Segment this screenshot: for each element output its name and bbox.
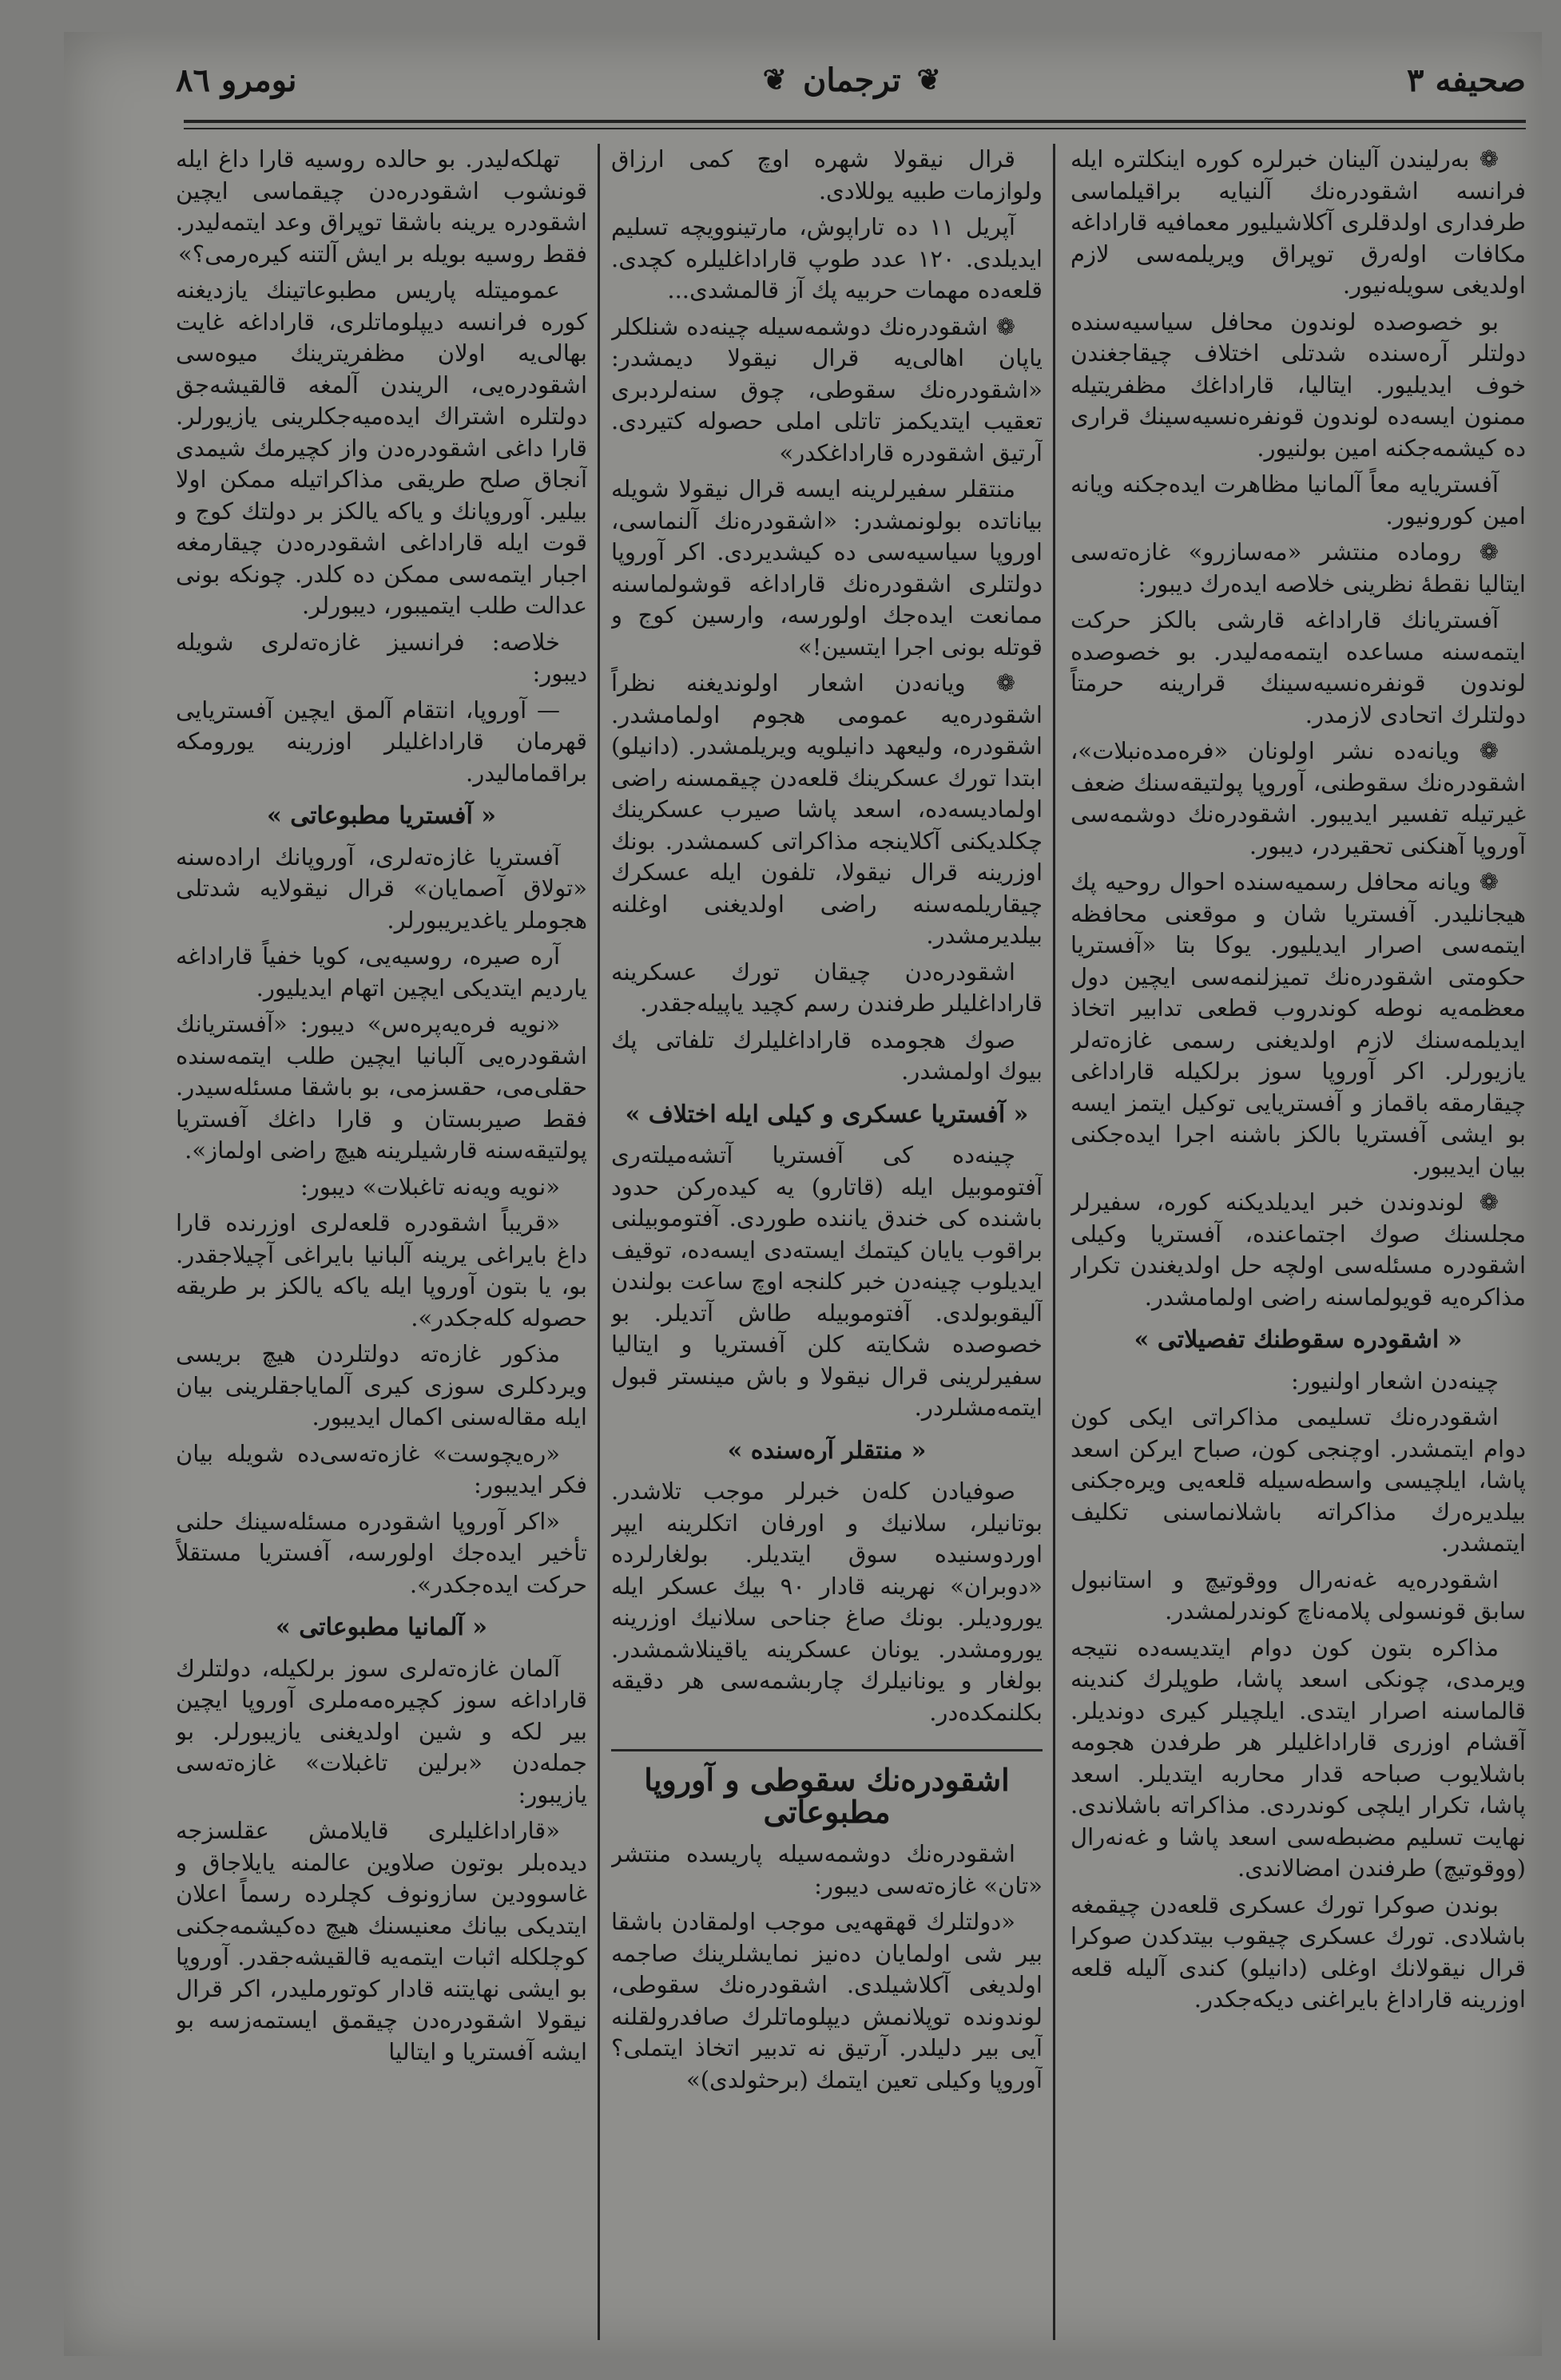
paragraph: مذاکره بتون کون دوام ایتدیسه‌ده نتیجه ویرمدی، چونکی اسعد پاشا، طوپلرك کندینه قالماسنه اصرار ایتدی. ایلچیلر کیری دوندیلر. آقشام اوزری قاراداغلیلر هر طرفدن هجومه باشلایوب صباحه قدار محاربه ایتدیلر. اسعد پاشا، تکرار ایلچی کوندردی. مذاکراته باشلاندی. نهایت تسلیم مضبطەسی اسعد پاشا و غەنەرال (ووقوتیچ) طرفندن امضالاندی. xyxy=(1070,1633,1526,1882)
paragraph: خلاصه: فرانسیز غازەتەلری شویله دیبور: xyxy=(176,628,587,687)
paragraph: آفستریانك قاراداغه قارشی بالکز حرکت ایتمەسنه مساعده ایتمەمەلیدر. بو خصوصده لوندون قونفرەنسیەسینك قرارینه حرمتاً دولتلرك اتحادی لازمدر. xyxy=(1070,606,1526,728)
paragraph: «ره‌یچوست» غازەتەسی‌ده شویله بیان فکر ایدیبور: xyxy=(176,1439,587,1498)
paragraph: ❁ ویانه محافل رسمیەسنده احوال روحیه پك هیجانلیدر. آفستریا شان و موقعنی محافظه ایتمەسی اصرار ایدیلیور. یوکا بتا «آفستریا حکومتی اشقودرەنك تمیزلنمەسی ایچین دول معظمەیه نوطه کوندروب قطعی تدابیر اتخاذ ایدیلمەسنك لازم اولدیغنی رسمی غازەتەلر یازیورلر. اکر آوروپا سوز برلکیله قاراداغی چیقارمقه باقماز و آفستریایی توکیل ایتمز ایسه بو ایشی آفستریا بالکز باشنه اجرا ایده‌جکنی بیان ایدیبور. xyxy=(1070,868,1526,1180)
paragraph: اشقودرەیه غەنەرال ووقوتیچ و استانبول سابق قونسولی پلامەناچ کوندرلمشدر. xyxy=(1070,1565,1526,1624)
paragraph: ❁ ویانەدن اشعار اولوندیغنه نظراً اشقودرەیه عمومی هجوم اولمامشدر. اشقودرە، ولیعهد دانیلویه ویریلمشدر. (دانیلو) ابتدا تورك عسکرینك قلعەدن چیقمسنه راضی اولمادیسەدە، اسعد پاشا صیرب عسکرینك چکلدیکنی آکلاینجه مذاکراتی کسمشدر. بونك اوزرینه قرال نیقولا، تلفون ایله عسکرك چیقاریلمەسنه راضی اولدیغنی اوغلنه بیلدیرمشدر. xyxy=(611,669,1043,949)
paragraph: چینەدن اشعار اولنیور: xyxy=(1291,1367,1499,1394)
paragraph: «اکر آوروپا اشقودره مسئلەسینك حلنی تأخیر ایده‌جك اولورسه، آفستریا مستقلاً حرکت ایده‌جکدر». xyxy=(176,1507,587,1598)
newspaper-title: ترجمان xyxy=(802,61,901,99)
column-right xyxy=(1070,144,1526,2348)
paragraph: بو خصوصده لوندون محافل سیاسیەسنده دولتلر آرەسنده شدتلی اختلاف چیقاجغندن خوف ایدیلیور. ایتالیا، قاراداغك مظفریتیله ممنون ایسه‌ده لوندون قونفرەنسیەسینك قراری ده کیشمه‌جکنه امین بولنیور. xyxy=(1070,307,1526,462)
paragraph: «نویه ویەنه تاغبلات» دیبور: xyxy=(300,1172,560,1200)
ornament-icon: ❦ xyxy=(762,63,787,97)
paragraph: آپریل ۱۱ ده تاراپوش، مارتینوویچه تسلیم ایدیلدی. ۱۲۰ عدد طوپ قاراداغلیلره کچدی. قلعەدە مهمات حربیه پك آز قالمشدی... xyxy=(611,213,1043,303)
paragraph: چینەدە کی آفستریا آتشەمیلتەری آفتوموبیل ایله (قاتارو) یه کیدەرکن حدود باشنده کی خندق یاننده طوردی. آفتوموبیلنی براقوب یایان کیتمك ایستەدی ایسەده، توقیف ایدیلوب چینەدن خبر کلنجه اوچ ساعت بولندن آلیقوبولدی. آفتوموبیله طاش آتدیلر. بو خصوصده شکایته کلن آفستریا و ایتالیا سفیرلرینی قرال نیقولا و باش مینستر قبول ایتمەمشلردر. xyxy=(611,1141,1043,1421)
header-rule xyxy=(184,120,1526,123)
paragraph: بوندن صوکرا تورك عسکری قلعەدن چیقمغه باشلادی. تورك عسکری چیقوب بیتدکدن صوکرا قرال نیقولانك اوغلی (دانیلو) کندی آلیله قلعه اوزرینه قاراداغ بایراغنی دیکه‌جکدر. xyxy=(1070,1890,1526,2013)
paragraph: اشقودرەنك دوشمەسیله پاریسدە منتشر «تان» غازەتەسی دیبور: xyxy=(611,1840,1043,1899)
paragraph: ❁ اشقودرەنك دوشمەسیله چینەدە شنلکلر یاپان اهالی‌یه قرال نیقولا دیمشدر: «اشقودرەنك سقوطی، چوق سنەلردبری تعقیب ایتدیکمز تاتلی املی حصوله کتیردی. آرتیق اشقودره قاراداغکدر» xyxy=(611,312,1043,466)
paragraph: اشقودرەنك تسلیمی مذاکراتی ایکی کون دوام ایتمشدر. اوچنجی کون، صباح ایرکن اسعد پاشا، ایلچیسی واسطەسیله قلعەیی ویرەجکنی بیلدیرەرك مذاکراته باشلانماسنی تکلیف ایتمشدر. xyxy=(1070,1403,1526,1557)
section-title: « آفستریا عسکری و کیلی ایله اختلاف » xyxy=(625,1100,1029,1129)
section-title: « منتقلر آرەسنده » xyxy=(727,1436,927,1465)
ornament-icon: ❦ xyxy=(916,63,941,97)
paragraph: عمومیتله پاریس مطبوعاتینك یازدیغنه کوره فرانسه دیپلوماتلری، قاراداغه غایت بهالی‌یه اولان مظفریترینك میوەسی اشقودرەیی، الریندن آلمغه قالقیشەجق دولتلره اشتراك ایدەمیەجکلرینی یازیورلر. قارا داغی اشقودرەدن واز کچیرمك شیمدی آنجاق صلح طریقی مذاکراتیله ممکن اولا بیلیر. آوروپانك و یاکه یالکز بر دولتك کوج و قوت ایله قاراداغی اشقودرەدن چیقارمغه اجبار ایتمەسی ممکن ده کلدر. چونکه بونی عدالت طلب ایتمیبور، دیبورلر. xyxy=(176,276,587,619)
paragraph: «قریباً اشقودره قلعەلری اوزرندە قارا داغ بایراغی یرینه آلبانیا بایراغی آچیلاجقدر. بو، یا بتون آوروپا ایله یاکه یالکز بر طریقه حصوله کله‌جکدر». xyxy=(176,1209,587,1331)
paragraph: آفستریایه معاً آلمانیا مظاهرت ایده‌جکنه ویانه امین کورونیور. xyxy=(1070,470,1526,530)
paragraph: آفستریا غازەتەلری، آوروپانك ارادەسنه «تولاق آصمایان» قرال نیقولایه شدتلی هجوملر یاغدیریبورلر. xyxy=(176,843,587,934)
paragraph: آره صیرە، روسیەیی، کویا خفیاً قاراداغه یاردیم ایتدیکی ایچین اتهام ایدیلیور. xyxy=(176,942,587,1002)
paragraph: ❁ ویانەدە نشر اولونان «فرەمدەنبلات»، اشقودرەنك سقوطنی، آوروپا پولتیقەسنك ضعف غیرتیله تفسیر ایدیبور. اشقودرەنك دوشمەسی آوروپا آهنکنی تحقیردر، دیبور. xyxy=(1070,737,1526,859)
paragraph: مذکور غازەتە دولتلردن هیچ بریسی ویردکلری سوزی کیری آلمایاجقلرینی بیان ایله مقالەسنی اکمال ایدیبور. xyxy=(176,1340,587,1430)
paragraph: «دولتلرك قهقهەیی موجب اولمقادن باشقا بیر شی اولمایان دەنیز نمایشلرینك صاجمه اولدیغی آکلاشیلدی. اشقودرەنك سقوطی، لوندوندە توپلانمش دیپلوماتلرك صافدرولقلنه آیی بیر دلیلدر. آرتیق نه تدبیر اتخاذ ایتملی؟ آوروپا وکیلی تعین ایتمك (برحثولدی)» xyxy=(611,1908,1043,2093)
paragraph: صوفیادن کلەن خبرلر موجب تلاشدر. بوتانیلر، سلانیك و اورفان اتکلرینه ایپر اوردوسنیدە سوق ایتدیلر. بولغارلردە «دوبران» نهرینه قادار ۹۰ بیك عسکر ایله یورودیلر. بونك صاغ جناحی سلانیك اوزرینه یورومشدر. یونان عسکرینه یاقینلاشمشدر. بولغار و یونانیلرك چاربشمەسی هر دقیقه بکلنمکدەدر. xyxy=(611,1478,1043,1726)
masthead xyxy=(763,61,941,99)
page-header xyxy=(176,48,1526,112)
paragraph: ❁ لوندوندن خبر ایدیلدیکنه کوره، سفیرلر مجلسنك صوك اجتماعنده، آفستریا وکیلی اشقودره مسئلەسی اولچه حل اولدیغندن تکرار مذاکرەیه قویولماسنه راضی اولمامشدر. xyxy=(1070,1188,1526,1311)
paragraph: آلمان غازەتەلری سوز برلکیله، دولتلرك قاراداغه سوز کچیرەمەملری آوروپا ایچین بیر لکه و شین اولدیغنی یازیبورلر. بو جملەدن «برلین تاغبلات» غازەتەسی یازیبور: xyxy=(176,1654,587,1808)
section-title: « آفستریا مطبوعاتی » xyxy=(267,802,496,830)
column-left xyxy=(176,144,587,2348)
paragraph: «نویه فرەیەپرەس» دیبور: «آفستریانك اشقودرەیی آلبانیا ایچین طلب ایتمەسنده حقلی‌می، حقسزمی، بو باشقا مسئلەسیدر. فقط صیربستان و قارا داغك آفستریا پولتیقەسنه قارشیلرینه هیچ راضی اولماز». xyxy=(176,1010,587,1164)
column-divider xyxy=(598,144,600,2340)
column-middle xyxy=(611,144,1043,2348)
column-divider xyxy=(1053,144,1055,2340)
paragraph: تهلکەلیدر. بو حالده روسیه قارا داغ ایله قونشوب اشقودرەدن چیقماسی ایچین اشقودره یرینه باشقا توپراق وعد ایتمەلیدر. فقط روسیه بویله بر ایش آلتنه کیرەرمی؟» xyxy=(176,145,587,268)
paragraph: ❁ رومادە منتشر «مەسازرو» غازەتەسی ایتالیا نقطۀ نظرینی خلاصه ایدەرك دیبور: xyxy=(1070,538,1526,597)
paragraph: — آوروپا، انتقام آلمق ایچین آفستریایی قهرمان قاراداغلیلر اوزرینه یورومکه براقمامالیدر. xyxy=(176,696,587,787)
paragraph: ❁ بەرلیندن آلینان خبرلره کوره اینکلتره ایله فرانسه اشقودرەنك آلنیایه براقیلماسی طرفداری اولدقلری آکلاشیلیور معمافیه قاراداغه مکافات اولەرق توپراق ویریلمەسی لازم اولدیغی سویلەنیور. xyxy=(1070,145,1526,299)
issue-number: نومرو ٨٦ xyxy=(176,61,297,99)
paragraph: منتقلر سفیرلرینه ایسه قرال نیقولا شویله بیاناتده بولونمشدر: «اشقودرەنك آلنماسی، اوروپا سیاسیەسی ده کیشدیردی. اکر آوروپا دولتلری اشقودرەنك قاراداغه قوشولماسنه ممانعت ایده‌جك اولورسه، وارسین کوج و قوتله بونی اجرا ایتسین!» xyxy=(611,475,1043,660)
section-title: « آلمانیا مطبوعاتی » xyxy=(276,1613,487,1641)
page-number: صحیفه ٣ xyxy=(1407,61,1526,99)
section-title: « اشقودره سقوطنك تفصیلاتی » xyxy=(1134,1326,1463,1354)
article-headline: اشقودرەنك سقوطی و آوروپا مطبوعاتی xyxy=(611,1749,1043,1827)
paragraph: اشقودرەدن چیقان تورك عسکرینه قاراداغلیلر طرفندن رسم کچید یاپیله‌جقدر. xyxy=(611,958,1043,1017)
paragraph: صوك هجومده قاراداغلیلرك تلفاتی پك بیوك اولمشدر. xyxy=(611,1025,1043,1085)
paragraph: قرال نیقولا شهره اوچ کمی ارزاق ولوازمات طبیه یوللادی. xyxy=(611,145,1043,204)
paragraph: «قاراداغلیلری قایلامش عقلسزجه دیدەبلر بوتون صلاوین عالمنه یایلاجاق و غاسوودین سازونوف کچلرده رسماً اعلان ایتدیکی بیانك معنیسنك هیچ ده‌کیشمه‌جکنی کوچلکله اثبات ایتمەیه قالقیشەجقدر. آوروپا بو ایشی نهایتنه قادار کوتورملیدر، اکر قرال نیقولا اشقودرەدن چیقمق ایستمەزسه بو ایشه آفستریا و ایتالیا xyxy=(176,1817,587,2065)
header-rule-thin xyxy=(184,128,1526,129)
